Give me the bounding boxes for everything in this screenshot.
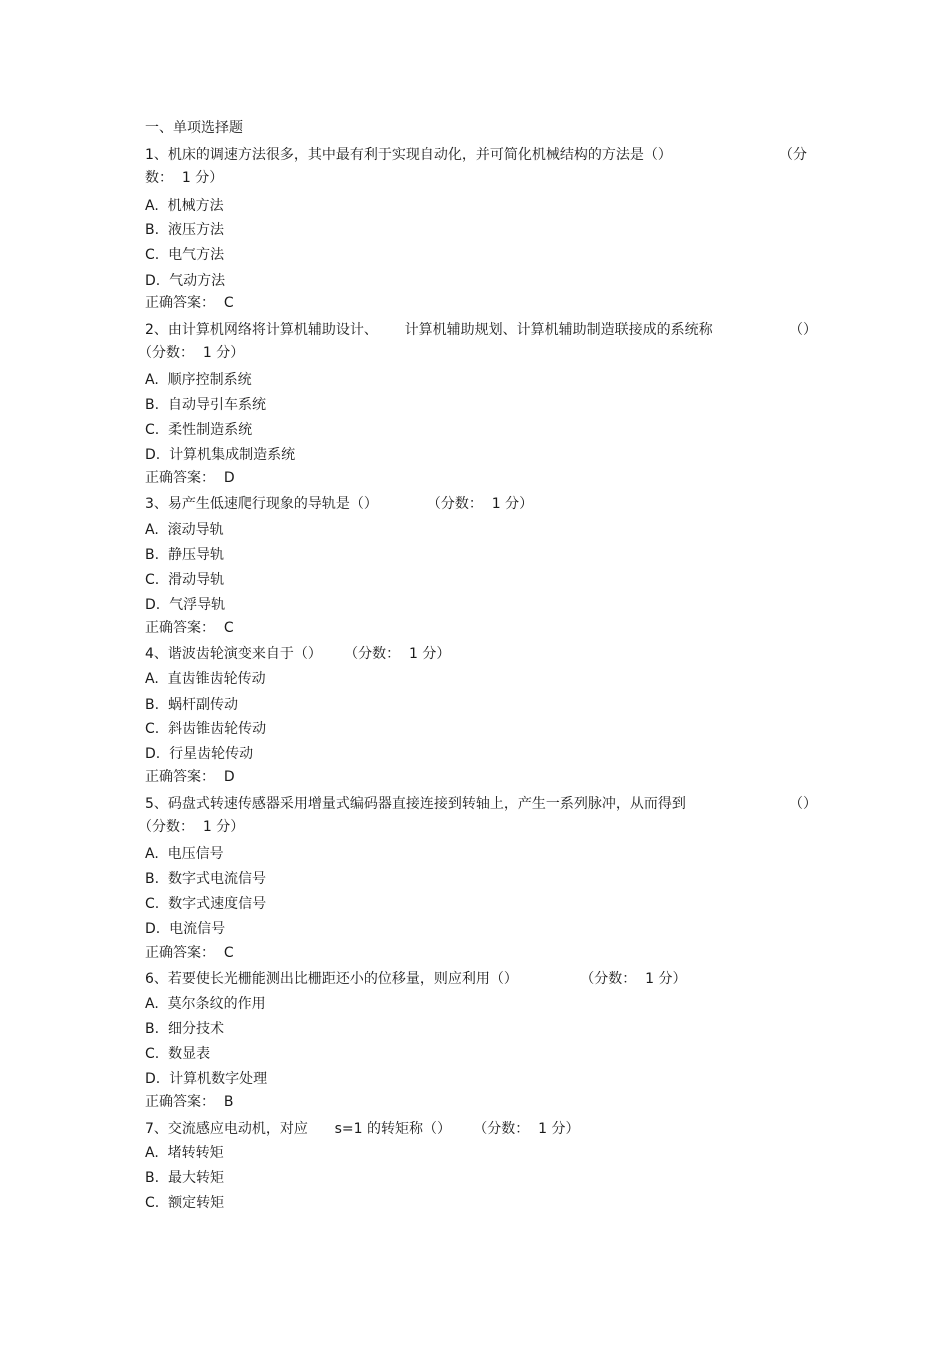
question-1-score-start: （分 (779, 147, 807, 163)
question-5-score: （分数： 1 分） (138, 819, 245, 835)
question-3-option-a: A. 滚动导轨 (145, 522, 224, 538)
question-2-answer: 正确答案： D (145, 470, 235, 486)
question-4-option-b: B. 蜗杆副传动 (145, 697, 238, 713)
question-6-stem: 6、若要使长光栅能测出比栅距还小的位移量，则应利用（） （分数： 1 分） (145, 971, 687, 987)
question-6-option-b: B. 细分技术 (145, 1021, 224, 1037)
question-6-answer: 正确答案： B (145, 1094, 234, 1110)
question-1-option-c: C. 电气方法 (145, 247, 225, 263)
question-1-option-a: A. 机械方法 (145, 198, 224, 214)
question-5-option-d: D. 电流信号 (145, 921, 226, 937)
question-4-option-a: A. 直齿锥齿轮传动 (145, 671, 266, 687)
question-2-score: （分数： 1 分） (138, 345, 245, 361)
question-1-stem: 1、机床的调速方法很多，其中最有利于实现自动化，并可简化机械结构的方法是（） (145, 147, 672, 163)
question-4-answer: 正确答案： D (145, 769, 235, 785)
question-3-option-b: B. 静压导轨 (145, 547, 224, 563)
question-7-stem: 7、交流感应电动机，对应 s=1 的转矩称（） （分数： 1 分） (145, 1121, 580, 1137)
question-2-option-d: D. 计算机集成制造系统 (145, 447, 296, 463)
question-6-option-d: D. 计算机数字处理 (145, 1071, 268, 1087)
question-4-option-c: C. 斜齿锥齿轮传动 (145, 721, 267, 737)
question-3-option-d: D. 气浮导轨 (145, 597, 226, 613)
question-7-option-a: A. 堵转转矩 (145, 1145, 224, 1161)
question-5-option-a: A. 电压信号 (145, 846, 224, 862)
question-1-option-b: B. 液压方法 (145, 222, 224, 238)
question-6-option-a: A. 莫尔条纹的作用 (145, 996, 266, 1012)
question-5-paren: （） (789, 796, 817, 812)
question-1-answer: 正确答案： C (145, 295, 234, 311)
question-7-option-b: B. 最大转矩 (145, 1170, 224, 1186)
question-2-option-c: C. 柔性制造系统 (145, 422, 253, 438)
question-5-stem: 5、码盘式转速传感器采用增量式编码器直接连接到转轴上，产生一系列脉冲，从而得到 (145, 796, 686, 812)
question-6-option-c: C. 数显表 (145, 1046, 211, 1062)
question-5-option-c: C. 数字式速度信号 (145, 896, 267, 912)
question-2-stem: 2、由计算机网络将计算机辅助设计、 计算机辅助规划、计算机辅助制造联接成的系统称 (145, 322, 713, 338)
question-5-option-b: B. 数字式电流信号 (145, 871, 266, 887)
section-title: 一、单项选择题 (145, 120, 243, 136)
question-3-option-c: C. 滑动导轨 (145, 572, 225, 588)
question-3-answer: 正确答案： C (145, 620, 234, 636)
question-1-option-d: D. 气动方法 (145, 273, 226, 289)
question-2-paren: （） (789, 322, 817, 338)
question-5-answer: 正确答案： C (145, 945, 234, 961)
question-3-stem: 3、易产生低速爬行现象的导轨是（） （分数： 1 分） (145, 496, 534, 512)
question-4-stem: 4、谐波齿轮演变来自于（） （分数： 1 分） (145, 646, 451, 662)
question-7-option-c: C. 额定转矩 (145, 1195, 225, 1211)
question-4-option-d: D. 行星齿轮传动 (145, 746, 254, 762)
question-2-option-b: B. 自动导引车系统 (145, 397, 266, 413)
question-2-option-a: A. 顺序控制系统 (145, 372, 252, 388)
question-1-score-end: 数： 1 分） (145, 170, 224, 186)
